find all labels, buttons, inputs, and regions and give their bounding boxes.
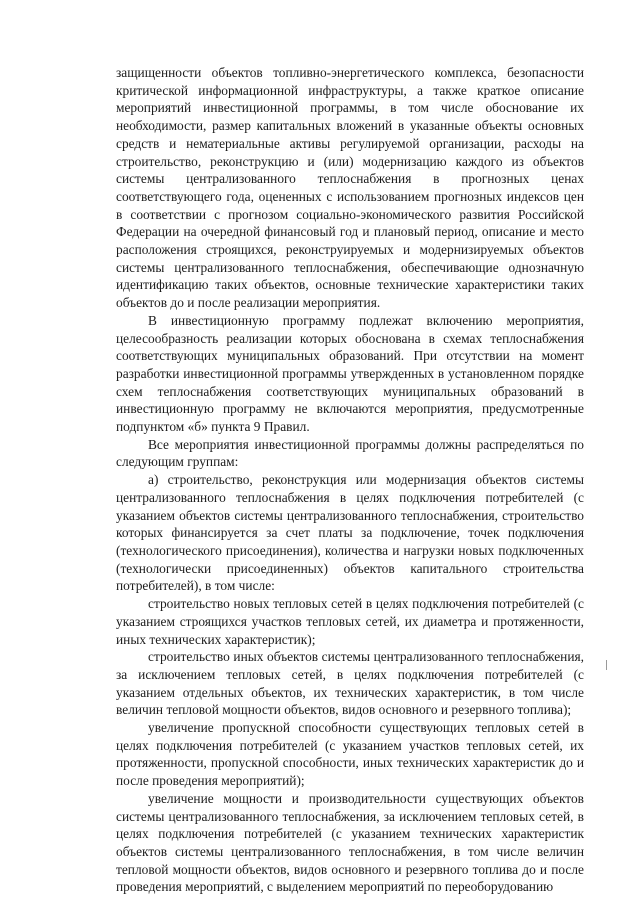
paragraph-group-a: а) строительство, реконструкция или модернизация объектов системы централизованного теплоснабжения в целях подключения потребителей (с указанием объектов системы централизованного теплоснабжения, строительство которых финансируется за счет платы за подключение, точек подключения (технологического присоединения), количества и нагрузки новых подключенных (технологически присоединенных) объектов капитального строительства потребителей), в том числе: [116, 472, 584, 594]
paragraph-capacity-increase: увеличение мощности и производительности существующих объектов системы централизованного теплоснабжения, за исключением тепловых сетей, в целях подключения потребителей (с указанием технических характеристик объектов системы централизованного теплоснабжения, в том числе величин тепловой мощности объектов, видов основного и резервного топлива до и после проведения мероприятий, с выделением мероприятий по переоборудованию [116, 790, 584, 895]
paragraph-groups-intro: Все мероприятия инвестиционной программы должны распределяться по следующим группам: [116, 436, 584, 470]
paragraph-continuation: защищенности объектов топливно-энергетического комплекса, безопасности критической информационной инфраструктуры, а также краткое описание мероприятий инвестиционной программы, в том числе обоснование их необходимости, размер капитальных вложений в указанные объекты основных средств и нематериальные активы регулируемой организации, расходы на строительство, реконструкцию и (или) модернизацию каждого из объектов системы централизованного теплоснабжения в прогнозных ценах соответствующего года, оцененных с использованием прогнозных индексов цен в соответствии с прогнозом социально-экономического развития Российской Федерации на очередной финансовый год и плановый период, описание и место расположения строящихся, реконструируемых и модернизируемых объектов системы централизованного теплоснабжения, обеспечивающие однозначную идентификацию таких объектов, основные технические характеристики таких объектов до и после реализации мероприятия. [116, 65, 584, 311]
paragraph-throughput-increase: увеличение пропускной способности существующих тепловых сетей в целях подключения потребителей (с указанием участков тепловых сетей, их протяженности, пропускной способности, иных технических характеристик до и после проведения мероприятий); [116, 720, 584, 789]
paragraph-new-heat-networks: строительство новых тепловых сетей в целях подключения потребителей (с указанием строящихся участков тепловых сетей, их диаметра и протяженности, иных технических характеристик); [116, 596, 584, 647]
scan-mark [606, 660, 607, 670]
paragraph-other-objects: строительство иных объектов системы централизованного теплоснабжения, за исключением тепловых сетей, в целях подключения потребителей (с указанием отдельных объектов, их технических характеристик, в том числе величин тепловой мощности объектов, видов основного и резервного топлива); [116, 649, 584, 718]
document-body [116, 64, 584, 896]
paragraph-investment-program: В инвестиционную программу подлежат включению мероприятия, целесообразность реализации которых обоснована в схемах теплоснабжения соответствующих муниципальных образований. При отсутствии на момент разработки инвестиционной программы утвержденных в установленном порядке схем теплоснабжения соответствующих муниципальных образований в инвестиционную программу не включаются мероприятия, предусмотренные подпунктом «б» пункта 9 Правил. [116, 312, 584, 435]
